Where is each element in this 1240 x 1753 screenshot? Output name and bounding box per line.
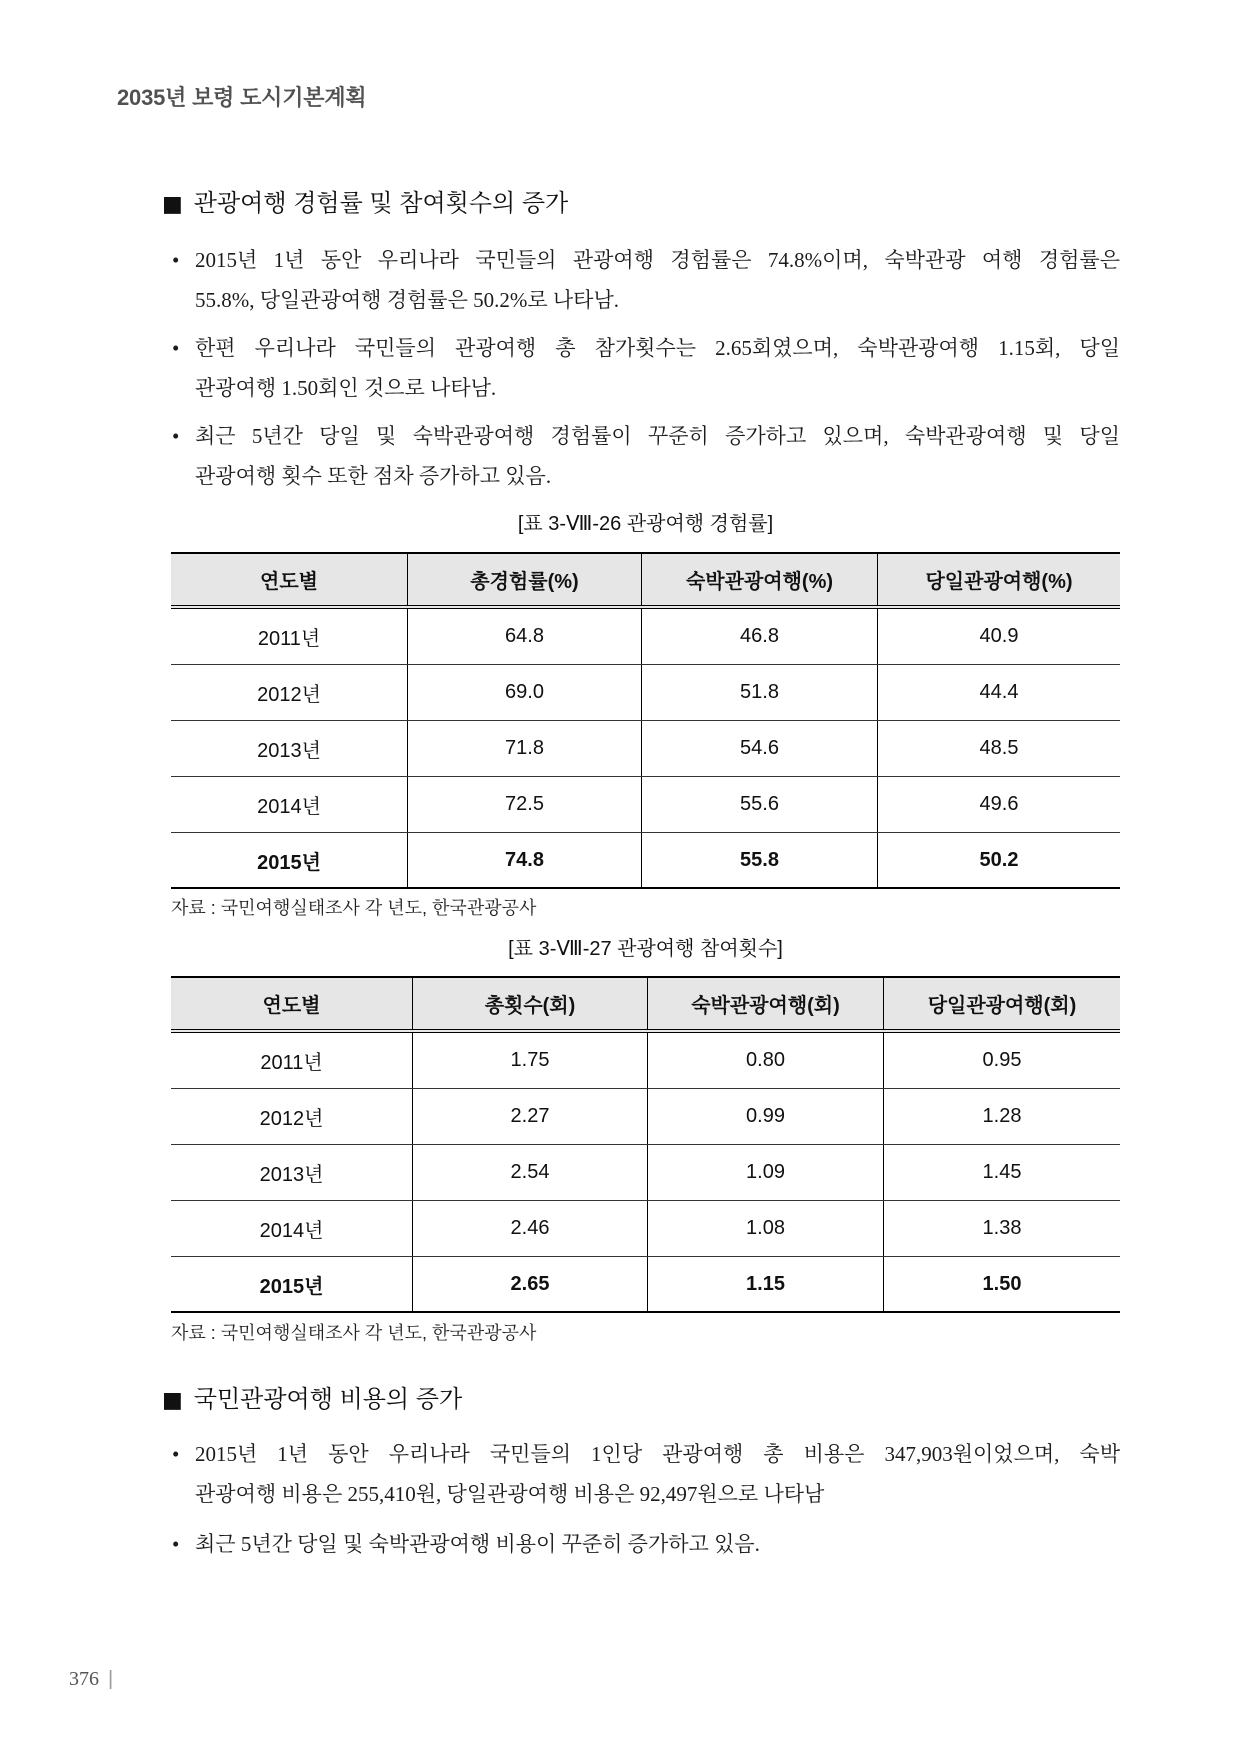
header-cell-overnight: 숙박관광여행(%)	[642, 554, 878, 605]
bullet-line: 2015년 1년 동안 우리나라 국민들의 관광여행 경험률은 74.8%이며, 숙박관광 여행 경험률은	[195, 248, 1120, 272]
header-cell-total: 총횟수(회)	[413, 978, 648, 1029]
cell-overnight: 0.80	[648, 1033, 884, 1088]
table-source-note: 자료 : 국민여행실태조사 각 년도, 한국관광공사	[171, 1323, 537, 1343]
cell-total: 1.75	[413, 1033, 648, 1088]
tourism-experience-rate-table	[171, 552, 1120, 889]
cell-year: 2011년	[171, 1033, 413, 1088]
cell-total: 2.27	[413, 1089, 648, 1144]
table-row	[171, 609, 1120, 665]
table-caption: [표 3-Ⅷ-27 관광여행 참여횟수]	[508, 938, 783, 960]
cell-year: 2015년	[171, 833, 408, 887]
header-cell-year: 연도별	[171, 554, 408, 605]
cell-daytrip: 1.38	[982, 1217, 1022, 1239]
cell-total: 2.46	[413, 1201, 648, 1256]
bullet-line: 한편 우리나라 국민들의 관광여행 총 참가횟수는 2.65회였으며, 숙박관광여행 1.15회, 당일	[195, 336, 1120, 360]
table-header-row	[171, 978, 1120, 1033]
bullet-line: 최근 5년간 당일 및 숙박관광여행 경험률이 꾸준히 증가하고 있으며, 숙박관광여행 및 당일	[195, 424, 1120, 448]
cell-year: 2014년	[171, 777, 408, 832]
bullet-dot-icon: •	[172, 424, 180, 448]
bullet-line: 관광여행 비용은 255,410원, 당일관광여행 비용은 92,497원으로 나타남	[195, 1482, 825, 1506]
table-source-note: 자료 : 국민여행실태조사 각 년도, 한국관광공사	[171, 898, 537, 918]
bullet-line: 55.8%, 당일관광여행 경험률은 50.2%로 나타남.	[195, 288, 619, 312]
bullet-dot-icon: •	[172, 1442, 180, 1466]
header-cell-daytrip: 당일관광여행(회)	[927, 995, 1077, 1017]
bullet-dot-icon: •	[172, 336, 180, 360]
square-bullet-icon: ■	[162, 1388, 183, 1413]
section-title-text: 국민관광여행 비용의 증가	[193, 1386, 463, 1413]
header-cell-daytrip: 당일관광여행(%)	[925, 571, 1073, 593]
tourism-participation-count-table	[171, 976, 1120, 1313]
cell-daytrip: 50.2	[979, 848, 1019, 871]
cell-overnight: 0.99	[648, 1089, 884, 1144]
cell-year: 2012년	[171, 665, 408, 720]
cell-year: 2015년	[171, 1257, 413, 1311]
footer-separator: |	[108, 1668, 114, 1690]
cell-total: 71.8	[408, 721, 642, 776]
section-title-text: 관광여행 경험률 및 참여횟수의 증가	[193, 190, 569, 217]
cell-overnight: 51.8	[642, 665, 878, 720]
header-cell-total: 총경험률(%)	[408, 554, 642, 605]
cell-daytrip: 0.95	[982, 1049, 1022, 1071]
cell-overnight: 46.8	[642, 609, 878, 664]
cell-daytrip: 1.50	[982, 1272, 1022, 1295]
cell-daytrip: 44.4	[979, 681, 1019, 703]
cell-year: 2012년	[171, 1089, 413, 1144]
cell-overnight: 1.09	[648, 1145, 884, 1200]
cell-overnight: 54.6	[642, 721, 878, 776]
cell-daytrip: 48.5	[979, 737, 1019, 759]
bullet-dot-icon: •	[172, 248, 180, 272]
cell-total: 64.8	[408, 609, 642, 664]
cell-overnight: 55.8	[642, 833, 878, 887]
bullet-line: 관광여행 횟수 또한 점차 증가하고 있음.	[195, 464, 552, 488]
table-row-highlight	[171, 1257, 1120, 1313]
page-footer	[69, 1667, 113, 1691]
table-row	[171, 1201, 1120, 1257]
cell-daytrip: 49.6	[979, 793, 1019, 815]
table-caption: [표 3-Ⅷ-26 관광여행 경험률]	[517, 513, 774, 535]
section-title-tourism-experience	[162, 188, 568, 221]
cell-year: 2013년	[171, 721, 408, 776]
square-bullet-icon: ■	[162, 192, 183, 217]
cell-total: 2.54	[413, 1145, 648, 1200]
header-cell-overnight: 숙박관광여행(회)	[648, 978, 884, 1029]
cell-year: 2014년	[171, 1201, 413, 1256]
section-title-tourism-cost	[162, 1384, 462, 1417]
table-row	[171, 721, 1120, 777]
cell-overnight: 1.15	[648, 1257, 884, 1311]
table-row	[171, 665, 1120, 721]
cell-total: 74.8	[408, 833, 642, 887]
cell-year: 2013년	[171, 1145, 413, 1200]
cell-total: 2.65	[413, 1257, 648, 1311]
bullet-line: 2015년 1년 동안 우리나라 국민들의 1인당 관광여행 총 비용은 347,903원이었으며, 숙박	[195, 1442, 1120, 1466]
table-row	[171, 777, 1120, 833]
cell-year: 2011년	[171, 609, 408, 664]
bullet-line: 최근 5년간 당일 및 숙박관광여행 비용이 꾸준히 증가하고 있음.	[195, 1532, 760, 1556]
header-cell-year: 연도별	[171, 978, 413, 1029]
page-number: 376	[69, 1668, 99, 1690]
bullet-line: 관광여행 1.50회인 것으로 나타남.	[195, 376, 497, 400]
cell-daytrip: 1.45	[982, 1161, 1022, 1183]
table-row	[171, 1089, 1120, 1145]
cell-daytrip: 40.9	[979, 625, 1019, 647]
table-row-highlight	[171, 833, 1120, 889]
cell-total: 72.5	[408, 777, 642, 832]
table-header-row	[171, 554, 1120, 609]
bullet-dot-icon: •	[172, 1532, 180, 1556]
cell-total: 69.0	[408, 665, 642, 720]
cell-overnight: 55.6	[642, 777, 878, 832]
cell-daytrip: 1.28	[982, 1105, 1022, 1127]
running-header-title: 2035년 보령 도시기본계획	[117, 85, 367, 110]
table-row	[171, 1145, 1120, 1201]
cell-overnight: 1.08	[648, 1201, 884, 1256]
table-row	[171, 1033, 1120, 1089]
